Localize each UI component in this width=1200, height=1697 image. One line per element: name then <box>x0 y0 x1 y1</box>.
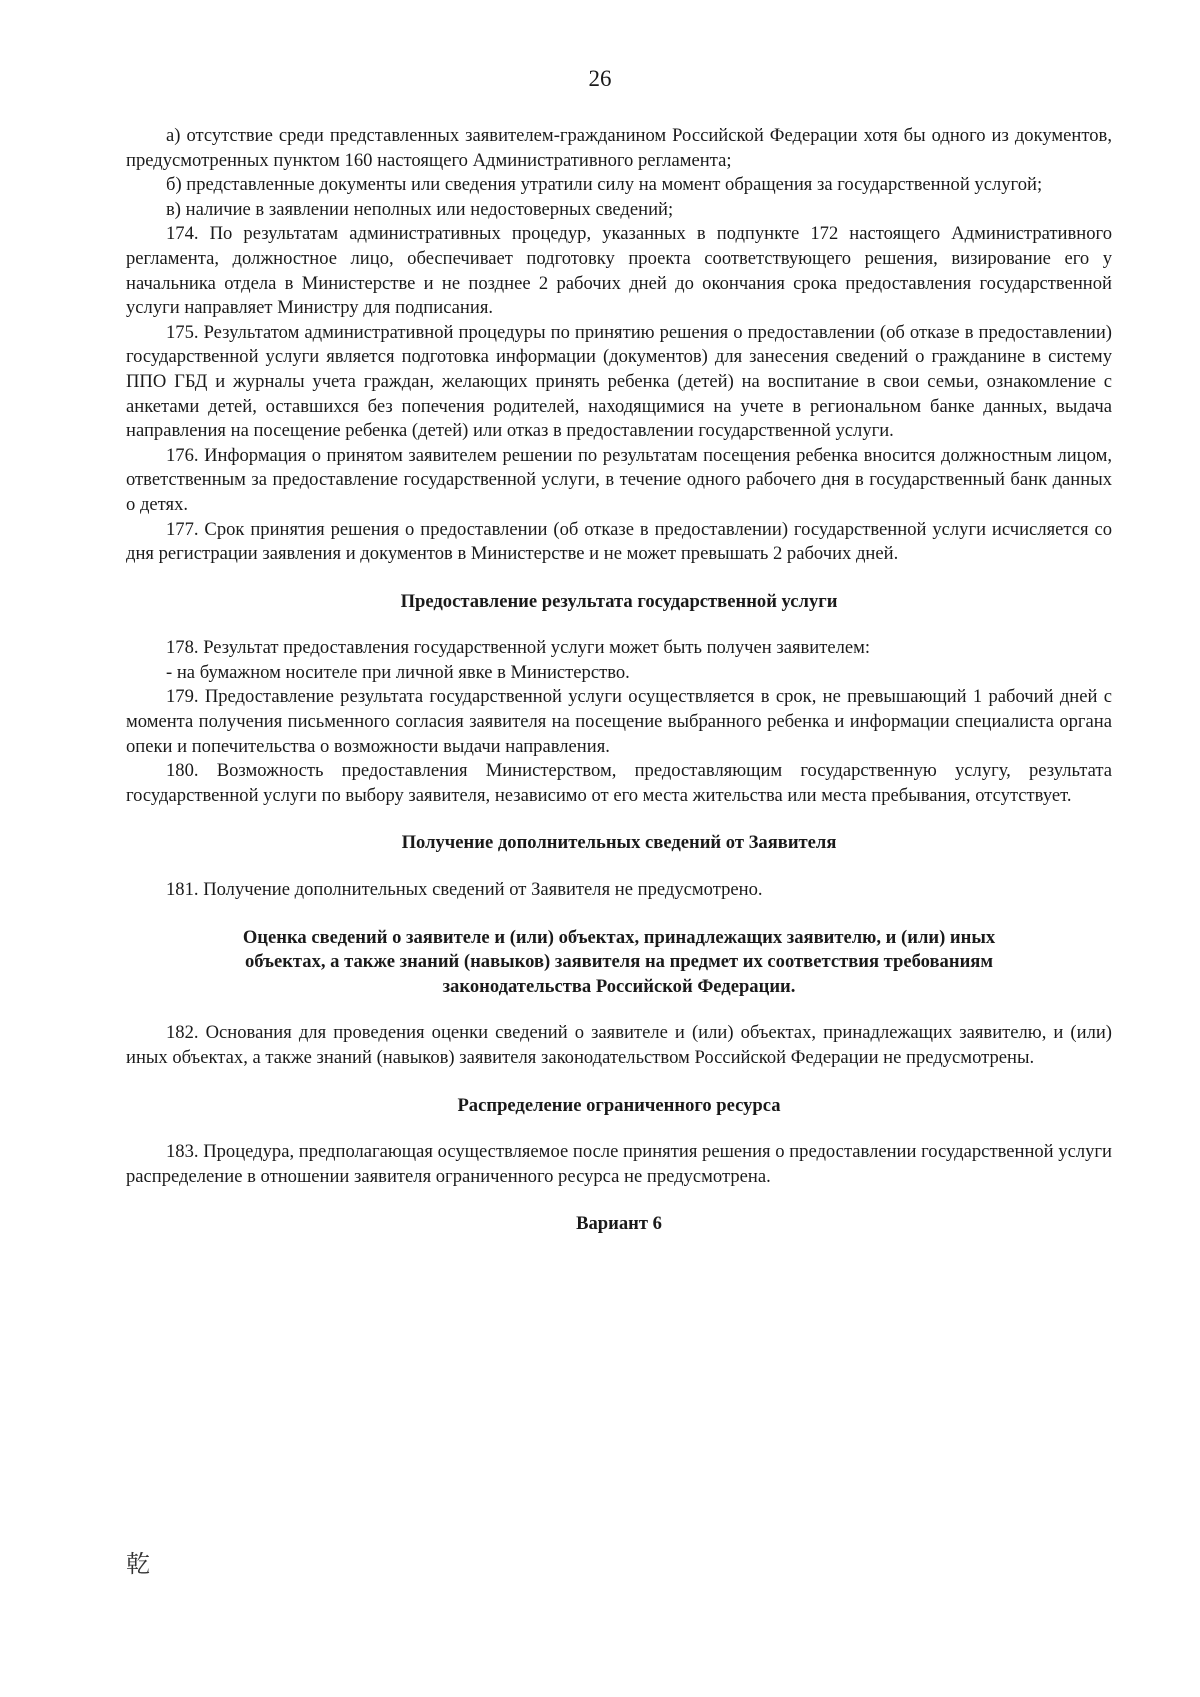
section-heading-assessment: Оценка сведений о заявителе и (или) объектах, принадлежащих заявителю, и (или) иных объектах, а также знаний (навыков) заявителя на предмет их соответствия требованиям законодательства Российской Федерации. <box>242 926 996 997</box>
spacer <box>126 1189 1112 1212</box>
paragraph-175: 175. Результатом административной процедуры по принятию решения о предоставлении (об отказе в предоставлении) государственной услуги является подготовка информации (документов) для занесения сведений о гражданине в систему ППО ГБД и журналы учета граждан, желающих принять ребенка (детей) на воспитание в свои семьи, ознакомление с анкетами детей, оставшихся без попечения родителей, находящимися на учете в региональном банке данных, выдача направления на посещение ребенка (детей) или отказ в предоставлении государственной услуги. <box>126 321 1112 442</box>
spacer <box>126 808 1112 831</box>
spacer <box>126 903 1112 926</box>
paragraph-180: 180. Возможность предоставления Министерством, предоставляющим государственную услугу, результата государственной услуги по выбору заявителя, независимо от его места жительства или места пребывания, отсутствует. <box>126 760 1112 806</box>
document-body <box>126 124 1112 1237</box>
paragraph-item-b: б) представленные документы или сведения утратили силу на момент обращения за государственной услугой; <box>166 174 1043 196</box>
paragraph-177: 177. Срок принятия решения о предоставлении (об отказе в предоставлении) государственной услуги исчисляется со дня регистрации заявления и документов в Министерстве и не может превышать 2 рабочих дней. <box>126 518 1112 565</box>
spacer <box>126 856 1112 878</box>
paragraph-181: 181. Получение дополнительных сведений от Заявителя не предусмотрено. <box>166 879 763 901</box>
section-heading-result: Предоставление результата государственной услуги <box>400 590 838 612</box>
paragraph-178-item: - на бумажном носителе при личной явке в Министерство. <box>166 661 630 683</box>
paragraph-item-c: в) наличие в заявлении неполных или недостоверных сведений; <box>166 198 674 220</box>
spacer <box>126 567 1112 590</box>
paragraph-183: 183. Процедура, предполагающая осуществляемое после принятия решения о предоставлении государственной услуги распределение в отношении заявителя ограниченного ресурса не предусмотрена. <box>126 1141 1112 1187</box>
paragraph-176: 176. Информация о принятом заявителем решении по результатам посещения ребенка вносится должностным лицом, ответственным за предоставление государственной услуги, в течение одного рабочего дня в государственный банк данных о детях. <box>126 444 1112 515</box>
paragraph-174: 174. По результатам административных процедур, указанных в подпункте 172 настоящего Административного регламента, должностное лицо, обеспечивает подготовку проекта соответствующего решения, визирование его у начальника отдела в Министерстве и не позднее 2 рабочих дней до окончания срока предоставления государственной услуги направляет Министру для подписания. <box>126 223 1112 319</box>
spacer <box>126 1118 1112 1140</box>
paragraph-178: 178. Результат предоставления государственной услуги может быть получен заявителем: <box>166 637 871 659</box>
paragraph-item-a: а) отсутствие среди представленных заявителем-гражданином Российской Федерации хотя бы одного из документов, предусмотренных пунктом 160 настоящего Административного регламента; <box>126 125 1112 171</box>
spacer <box>126 1071 1112 1094</box>
spacer <box>126 614 1112 636</box>
section-heading-additional: Получение дополнительных сведений от Заявителя <box>401 832 837 854</box>
corner-mark: 乾 <box>126 1550 150 1578</box>
paragraph-179: 179. Предоставление результата государственной услуги осуществляется в срок, не превышающий 1 рабочий дней с момента получения письменного согласия заявителя на посещение выбранного ребенка и информации специалиста органа опеки и попечительства о возможности выдачи направления. <box>126 686 1112 757</box>
variant-heading: Вариант 6 <box>576 1213 662 1235</box>
page-number: 26 <box>588 66 612 91</box>
paragraph-182: 182. Основания для проведения оценки сведений о заявителе и (или) объектах, принадлежащих заявителю, и (или) иных объектах, а также знаний (навыков) заявителя законодательством Российской Федерации не предусмотрены. <box>126 1022 1112 1068</box>
section-heading-resource: Распределение ограниченного ресурса <box>457 1094 781 1116</box>
spacer <box>126 999 1112 1021</box>
